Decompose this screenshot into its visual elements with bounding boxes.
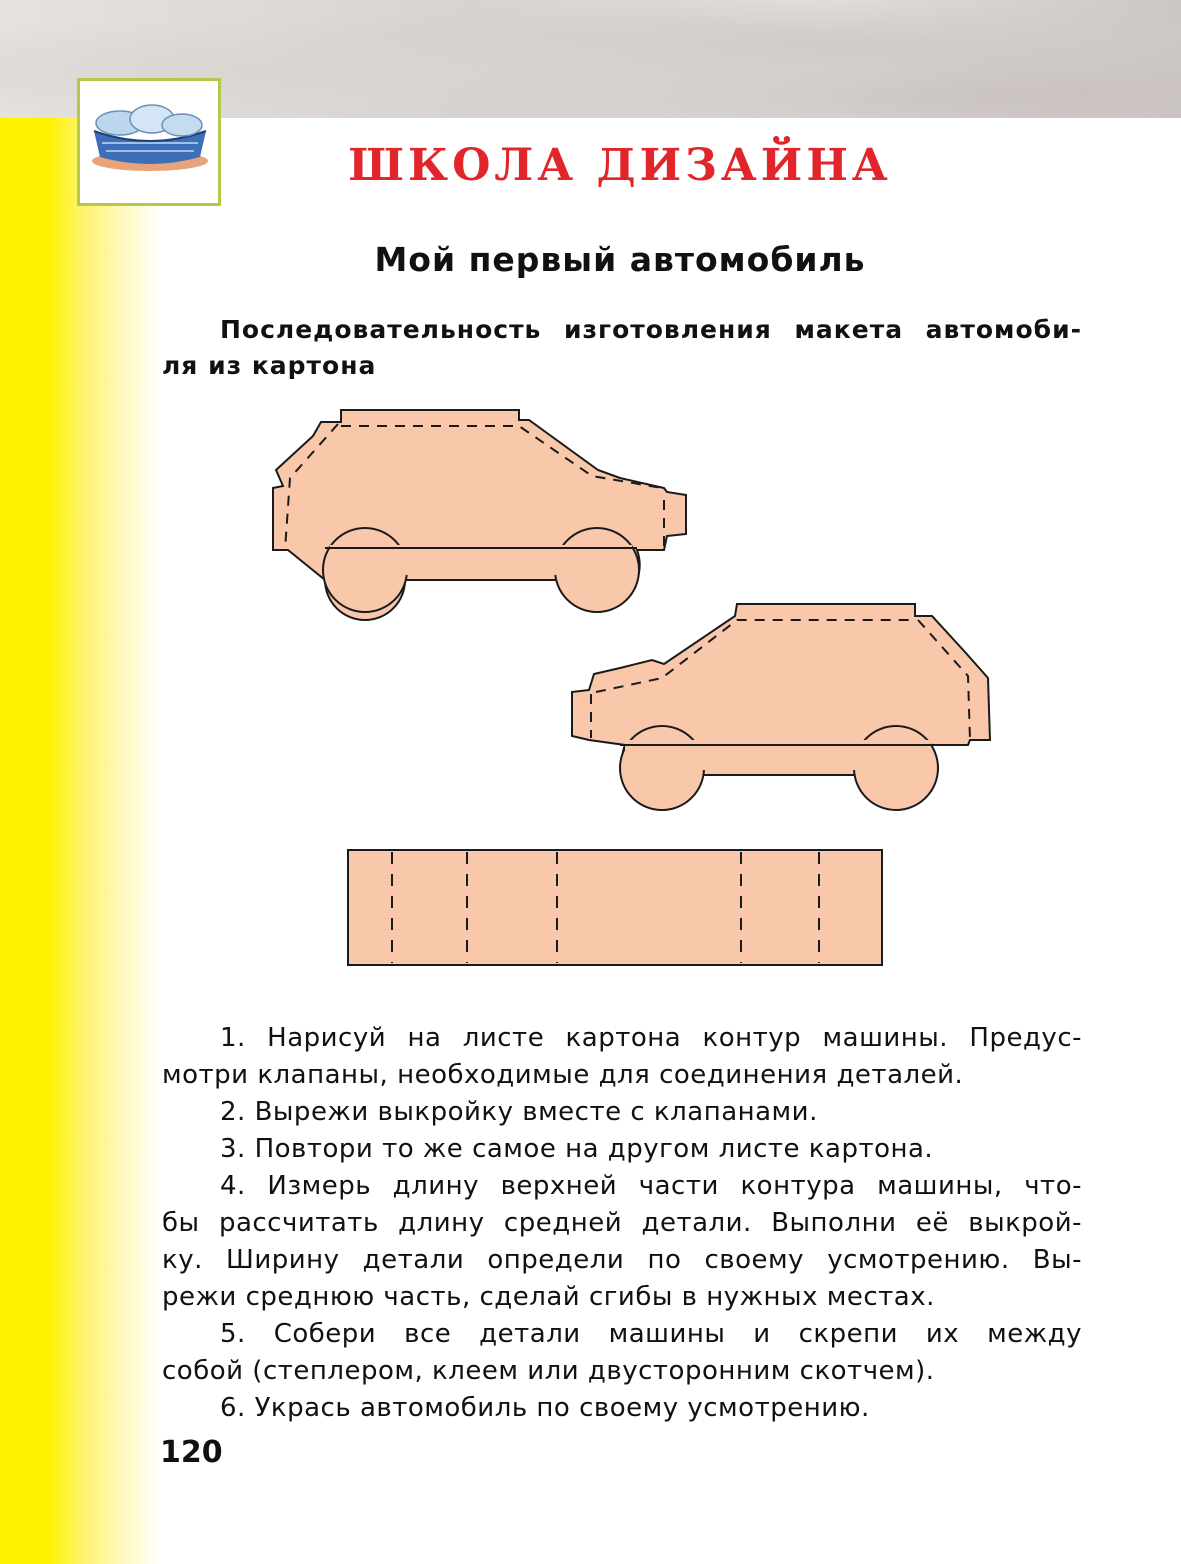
middle-strip-pattern bbox=[348, 850, 882, 965]
step-4-line-3: ку. Ширину детали определи по своему усмотрению. Вы- bbox=[162, 1245, 1082, 1275]
step-1-line-2: мотри клапаны, необходимые для соединения деталей. bbox=[162, 1060, 964, 1090]
subtitle-line-2: ля из картона bbox=[162, 351, 377, 380]
step-3: 3. Повтори то же самое на другом листе картона. bbox=[220, 1134, 934, 1164]
subtitle-line-1: Последовательность изготовления макета автомоби- bbox=[220, 315, 1082, 344]
step-5-line-1: 5. Собери все детали машины и скрепи их между bbox=[220, 1319, 1082, 1349]
section-heading: ШКОЛА ДИЗАЙНА bbox=[348, 140, 892, 191]
lesson-title: Мой первый автомобиль bbox=[374, 240, 866, 279]
step-4-line-1: 4. Измерь длину верхней части контура машины, что- bbox=[220, 1171, 1082, 1201]
step-5-line-2: собой (степлером, клеем или двусторонним скотчем). bbox=[162, 1356, 935, 1386]
page-number: 120 bbox=[160, 1435, 223, 1470]
instruction-steps bbox=[162, 1020, 1082, 1427]
step-6: 6. Укрась автомобиль по своему усмотрению. bbox=[220, 1393, 870, 1423]
step-1-line-1: 1. Нарисуй на листе картона контур машины. Предус- bbox=[220, 1023, 1082, 1053]
step-4-line-2: бы рассчитать длину средней детали. Выполни её выкрой- bbox=[162, 1208, 1082, 1238]
step-4-line-4: режи среднюю часть, сделай сгибы в нужных местах. bbox=[162, 1282, 935, 1312]
car-side-pattern-right bbox=[572, 604, 990, 810]
step-2: 2. Вырежи выкройку вместе с клапанами. bbox=[220, 1097, 818, 1127]
car-side-pattern-left bbox=[273, 410, 686, 620]
